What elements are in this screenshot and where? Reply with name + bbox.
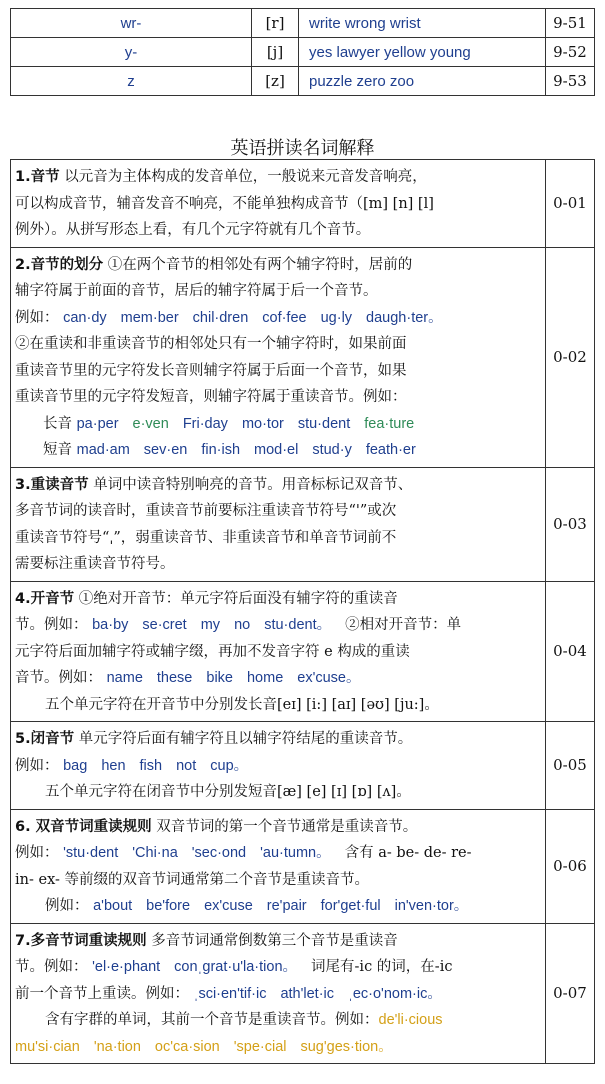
ipa-cell: [z] (252, 67, 299, 96)
entry-line: 例如： (45, 898, 89, 914)
example-word: chil·dren (192, 309, 249, 326)
example-word: be'fore (146, 898, 191, 914)
long-sound-label: 长音 (43, 415, 72, 432)
example-word: 'el·e·phant (92, 959, 161, 975)
examples-cell: yes lawyer yellow young (299, 38, 546, 67)
example-word: ˌsci·en'tif·ic (193, 985, 267, 1002)
example-word: not (176, 757, 197, 774)
entry-6-head: 6. 双音节词重读规则 (15, 818, 152, 835)
entry-2-content (11, 247, 546, 467)
entry-3-row (11, 467, 595, 581)
example-word: fish (139, 757, 163, 774)
entry-line: 需要标注重读音节符号。 (15, 556, 175, 572)
example-word: 'au·tumn。 (260, 845, 331, 861)
example-word: sug'ges·tion。 (300, 1038, 393, 1055)
short-sound-label: 短音 (43, 442, 72, 458)
example-word: ˌec·o'nom·ic。 (348, 985, 442, 1002)
example-word: mem·ber (120, 309, 179, 326)
example-word: 'sec·ond (191, 845, 247, 861)
entry-6-content (11, 809, 546, 923)
example-word: mad·am (76, 442, 130, 458)
entry-line: 双音节词的第一个音节通常是重读音节。 (156, 818, 418, 835)
entry-line: 例外）。从拼写形态上看，有几个元字符就有几个音节。 (15, 222, 371, 238)
example-word: fea·ture (364, 415, 415, 432)
entry-line: 例如： (15, 757, 59, 774)
entry-4-head: 4.开音节 (15, 590, 75, 607)
entry-line: 音节。例如： (15, 670, 102, 686)
entry-line: 节。例如： (15, 617, 88, 633)
example-word: can·dy (63, 309, 107, 326)
code-cell: 9-53 (546, 67, 595, 96)
entry-7-row (11, 923, 595, 1064)
example-word: a'bout (93, 898, 133, 914)
entry-line: ①在两个音节的相邻处有两个辅字符时，居前的 (107, 256, 413, 273)
entry-6-row (11, 809, 595, 923)
example-word: ex'cuse (204, 898, 253, 914)
entry-4-content (11, 581, 546, 722)
entry-5-row (11, 722, 595, 810)
entry-line: 可以构成音节，辅音发音不响亮，不能单独构成音节（[m] [n] [l] (15, 195, 434, 212)
entry-1-content (11, 160, 546, 248)
letters-cell: wr- (11, 9, 252, 38)
letter-sound-table (10, 8, 595, 96)
entry-4-code: 0-04 (546, 581, 595, 722)
entry-1-head: 1.音节 (15, 169, 60, 185)
entry-3-content (11, 467, 546, 581)
example-word: mod·el (254, 442, 299, 458)
entry-6-code: 0-06 (546, 809, 595, 923)
entry-line: 多音节词的读音时，重读音节前要标注重读音节符号“'”或次 (15, 503, 397, 519)
entry-line: ②相对开音节：单 (345, 617, 462, 633)
example-word: name (106, 670, 143, 686)
entry-line: 五个单元字符在闭音节中分别发短音[æ] [e] [ɪ] [ɒ] [ʌ]。 (45, 784, 411, 800)
entry-3-code: 0-03 (546, 467, 595, 581)
example-word: hen (101, 757, 126, 774)
example-word: de'li·cious (378, 1012, 443, 1028)
example-word: oc'ca·sion (154, 1038, 220, 1055)
table-row (11, 67, 595, 96)
entry-5-head: 5.闭音节 (15, 731, 75, 747)
examples-cell: write wrong wrist (299, 9, 546, 38)
examples-cell: puzzle zero zoo (299, 67, 546, 96)
example-word: bag (63, 757, 88, 774)
example-word: re'pair (266, 898, 307, 914)
entry-line: 重读音节里的元字符发长音则辅字符属于后面一个音节，如果 (15, 362, 407, 379)
example-label: 例如： (15, 309, 59, 326)
entry-line: 前一个音节上重读。例如： (15, 985, 189, 1002)
entry-1-row (11, 160, 595, 248)
example-word: Fri·day (182, 415, 228, 432)
entry-2-code: 0-02 (546, 247, 595, 467)
entry-line: 多音节词通常倒数第三个音节是重读音 (151, 932, 398, 949)
example-word: 'na·tion (93, 1038, 141, 1055)
code-cell: 9-51 (546, 9, 595, 38)
entry-line: 词尾有-ic 的词，在-ic (311, 959, 453, 975)
example-word: feath·er (365, 442, 416, 458)
ipa-cell: [j] (252, 38, 299, 67)
code-cell: 9-52 (546, 38, 595, 67)
entry-line: 节。例如： (15, 959, 88, 975)
example-word: pa·per (76, 415, 119, 432)
example-word: these (156, 670, 193, 686)
entry-2-head: 2.音节的划分 (15, 256, 104, 273)
example-word: ath'let·ic (280, 985, 335, 1002)
example-word: bike (206, 670, 233, 686)
entry-line: 重读音节符号“ˌ”，弱重读音节、非重读音节和单音节词前不 (15, 529, 397, 546)
entry-line: 单元字符后面有辅字符且以辅字符结尾的重读音节。 (78, 731, 413, 747)
entry-line: 重读音节里的元字符发短音，则辅字符属于重读音节。例如： (15, 389, 407, 405)
example-word: cup。 (210, 757, 249, 774)
entry-7-head: 7.多音节词重读规则 (15, 932, 147, 949)
example-word: ex'cuse。 (297, 670, 361, 686)
example-word: e·ven (132, 415, 169, 432)
letters-cell: y- (11, 38, 252, 67)
entry-line: 含有 a- be- de- re- (344, 845, 472, 861)
example-word: 'Chi·na (132, 845, 178, 861)
example-word: for'get·ful (320, 898, 381, 914)
entry-line: 以元音为主体构成的发音单位，一般说来元音发音响亮， (64, 169, 427, 185)
example-word: stud·y (312, 442, 352, 458)
example-word: no (234, 617, 251, 633)
table-row (11, 9, 595, 38)
entry-line: ①绝对开音节：单元字符后面没有辅字符的重读音 (78, 590, 398, 607)
table-row (11, 38, 595, 67)
example-word: cof·fee (262, 309, 307, 326)
example-word: my (200, 617, 221, 633)
entry-line: 辅字符属于前面的音节，居后的辅字符属于后一个音节。 (15, 283, 378, 299)
entry-line: in- ex- 等前缀的双音节词通常第二个音节是重读音节。 (15, 871, 369, 888)
example-word: ug·ly (320, 309, 353, 326)
entry-5-content (11, 722, 546, 810)
example-word: stu·dent (297, 415, 351, 432)
entry-line: 元字符后面加辅字符或辅字缀，再加不发音字符 e 构成的重读 (15, 643, 410, 660)
entry-4-row (11, 581, 595, 722)
example-word: fin·ish (201, 442, 241, 458)
example-word: home (246, 670, 284, 686)
example-word: in'ven·tor。 (394, 898, 469, 914)
entry-5-code: 0-05 (546, 722, 595, 810)
letters-cell: z (11, 67, 252, 96)
example-word: sev·en (143, 442, 188, 458)
example-word: 'spe·cial (233, 1038, 287, 1055)
example-word: daugh·ter。 (366, 309, 443, 326)
entry-line: 含有字群的单词，其前一个音节是重读音节。例如： (45, 1012, 379, 1028)
entry-2-row (11, 247, 595, 467)
example-word: 'stu·dent (63, 845, 119, 861)
example-word: ba·by (92, 617, 129, 633)
entry-1-code: 0-01 (546, 160, 595, 248)
example-word: se·cret (142, 617, 187, 633)
ipa-cell: [r] (252, 9, 299, 38)
entry-3-head: 3.重读音节 (15, 476, 89, 493)
entry-line: 单词中读音特别响亮的音节。用音标标记双音节、 (93, 476, 413, 493)
example-word: stu·dent。 (264, 617, 332, 633)
example-word: conˌgrat·u'la·tion。 (174, 959, 298, 975)
entry-7-content (11, 923, 546, 1064)
example-word: mu'si·cian (15, 1038, 80, 1055)
entry-7-code: 0-07 (546, 923, 595, 1064)
entry-line: 例如： (15, 845, 59, 861)
section-title: 英语拼读名词解释 (230, 138, 375, 159)
example-word: mo·tor (241, 415, 284, 432)
glossary-table (10, 159, 595, 1064)
entry-line: 五个单元字符在开音节中分别发长音[eɪ] [i:] [aɪ] [əʊ] [ju:]。 (45, 696, 439, 713)
entry-line: ②在重读和非重读音节的相邻处只有一个辅字符时，如果前面 (15, 336, 407, 352)
